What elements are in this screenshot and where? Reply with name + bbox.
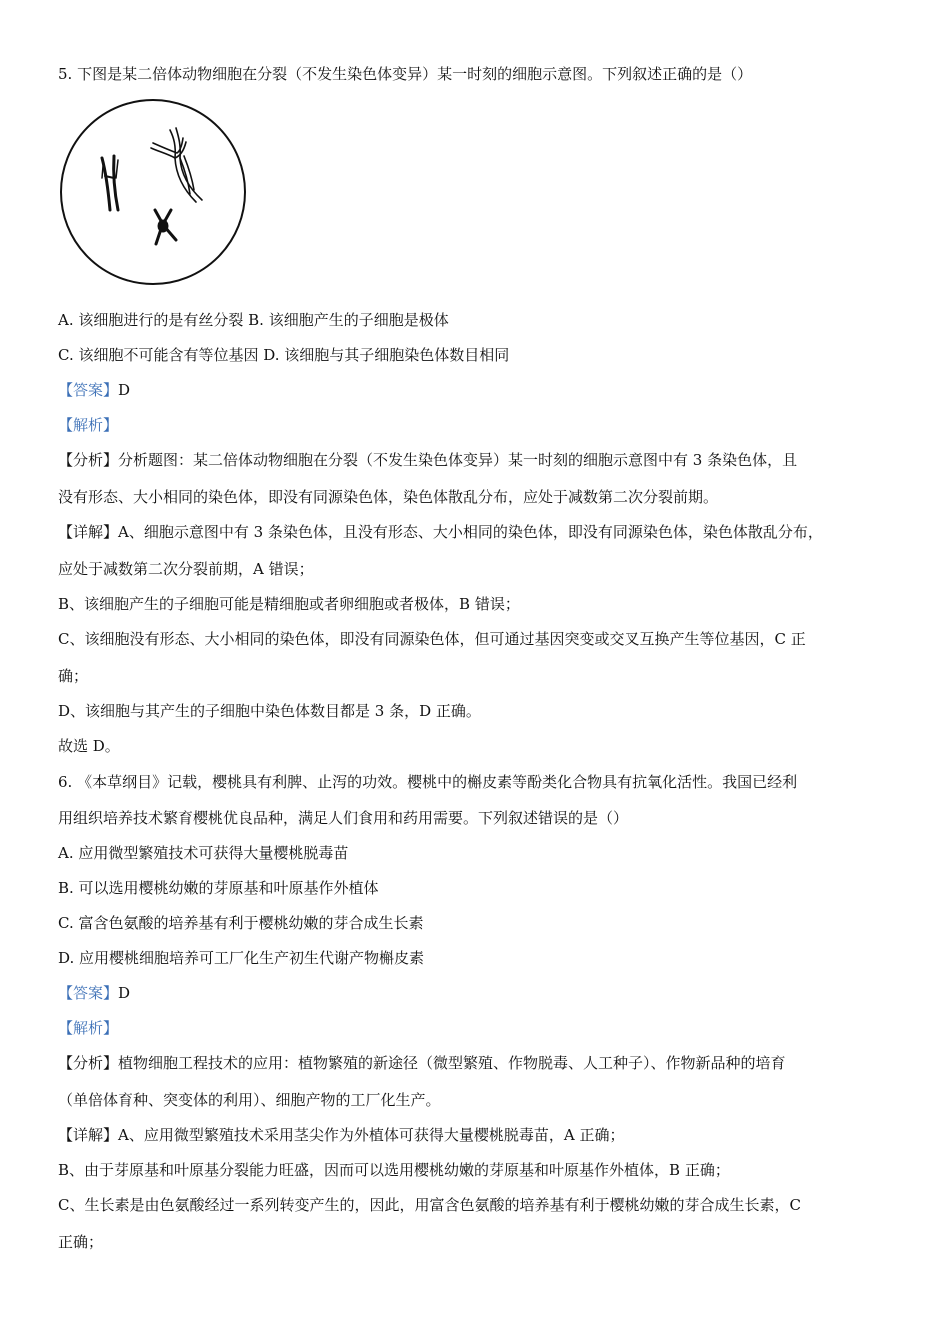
- q5-xiangjie-d: D、该细胞与其产生的子细胞中染色体数目都是 3 条，D 正确。: [58, 702, 481, 720]
- q5-option-ab: A. 该细胞进行的是有丝分裂 B. 该细胞产生的子细胞是极体: [58, 311, 449, 329]
- q5-fenxi-line-1: [58, 450, 797, 470]
- q5-xiangjie-a-line-1: [58, 522, 823, 542]
- answer-tag: 【答案】: [58, 984, 119, 1002]
- q5-stem: 5. 下图是某二倍体动物细胞在分裂（不发生染色体变异）某一时刻的细胞示意图。下列叙述正确的是（）: [58, 65, 753, 83]
- q5-answer: [58, 380, 130, 400]
- q6-xiangjie-c-line-2: 正确；: [58, 1233, 104, 1251]
- fenxi-tag: 【分析】: [58, 1054, 119, 1072]
- q5-xiangjie-c-line-1: C、该细胞没有形态、大小相同的染色体，即没有同源染色体，但可通过基因突变或交叉互换产生等位基因，C 正: [58, 630, 806, 648]
- q6-xiangjie-a: [58, 1125, 624, 1145]
- q6-option-c: C. 富含色氨酸的培养基有利于樱桃幼嫩的芽合成生长素: [58, 914, 424, 932]
- q6-stem-line-2: 用组织培养技术繁育樱桃优良品种，满足人们食用和药用需要。下列叙述错误的是（）: [58, 809, 629, 827]
- fenxi-text: 植物细胞工程技术的应用：植物繁殖的新途径（微型繁殖、作物脱毒、人工种子）、作物新品种的培育: [118, 1054, 786, 1072]
- chromosome-large: [151, 128, 202, 202]
- q6-fenxi-line-2: （单倍体育种、突变体的利用）、细胞产物的工厂化生产。: [58, 1091, 441, 1109]
- cell-division-diagram: [58, 98, 250, 288]
- q6-stem-line-1: 6. 《本草纲目》记载，樱桃具有利脾、止泻的功效。樱桃中的槲皮素等酚类化合物具有抗氧化活性。我国已经利: [58, 773, 798, 791]
- q6-option-b: B. 可以选用樱桃幼嫩的芽原基和叶原基作外植体: [58, 879, 379, 897]
- q5-xiangjie-c-line-2: 确；: [58, 667, 89, 685]
- fenxi-tag: 【分析】: [58, 451, 119, 469]
- q5-conclusion: 故选 D。: [58, 737, 120, 755]
- q6-option-a: A. 应用微型繁殖技术可获得大量樱桃脱毒苗: [58, 844, 349, 862]
- q5-option-cd: C. 该细胞不可能含有等位基因 D. 该细胞与其子细胞染色体数目相同: [58, 346, 510, 364]
- chromosome-small: [155, 210, 176, 244]
- q6-analysis-tag: 【解析】: [58, 1019, 119, 1037]
- xiangjie-tag: 【详解】: [58, 1126, 119, 1144]
- q5-fenxi-line-2: 没有形态、大小相同的染色体，即没有同源染色体，染色体散乱分布，应处于减数第二次分裂前期。: [58, 488, 719, 506]
- xiangjie-tag: 【详解】: [58, 523, 119, 541]
- chromosome-left: [102, 156, 118, 210]
- xiangjie-text: A、应用微型繁殖技术采用茎尖作为外植体可获得大量樱桃脱毒苗，A 正确；: [118, 1126, 625, 1144]
- q5-xiangjie-b: B、该细胞产生的子细胞可能是精细胞或者卵细胞或者极体，B 错误；: [58, 595, 520, 613]
- q5-analysis-tag: 【解析】: [58, 416, 119, 434]
- fenxi-text: 分析题图：某二倍体动物细胞在分裂（不发生染色体变异）某一时刻的细胞示意图中有 3 条染色体，且: [118, 451, 798, 469]
- answer-value: D: [118, 984, 131, 1002]
- answer-value: D: [118, 381, 131, 399]
- q6-option-d: D. 应用樱桃细胞培养可工厂化生产初生代谢产物槲皮素: [58, 949, 425, 967]
- answer-tag: 【答案】: [58, 381, 119, 399]
- xiangjie-text: A、细胞示意图中有 3 条染色体，且没有形态、大小相同的染色体，即没有同源染色体，染色体散乱分布，: [118, 523, 823, 541]
- q6-xiangjie-b: B、由于芽原基和叶原基分裂能力旺盛，因而可以选用樱桃幼嫩的芽原基和叶原基作外植体，B 正确；: [58, 1161, 730, 1179]
- q5-xiangjie-a-line-2: 应处于减数第二次分裂前期，A 错误；: [58, 560, 314, 578]
- q6-xiangjie-c-line-1: C、生长素是由色氨酸经过一系列转变产生的，因此，用富含色氨酸的培养基有利于樱桃幼嫩的芽合成生长素，C: [58, 1196, 801, 1214]
- q6-fenxi-line-1: [58, 1053, 786, 1073]
- q6-answer: [58, 983, 130, 1003]
- cell-membrane: [61, 100, 245, 284]
